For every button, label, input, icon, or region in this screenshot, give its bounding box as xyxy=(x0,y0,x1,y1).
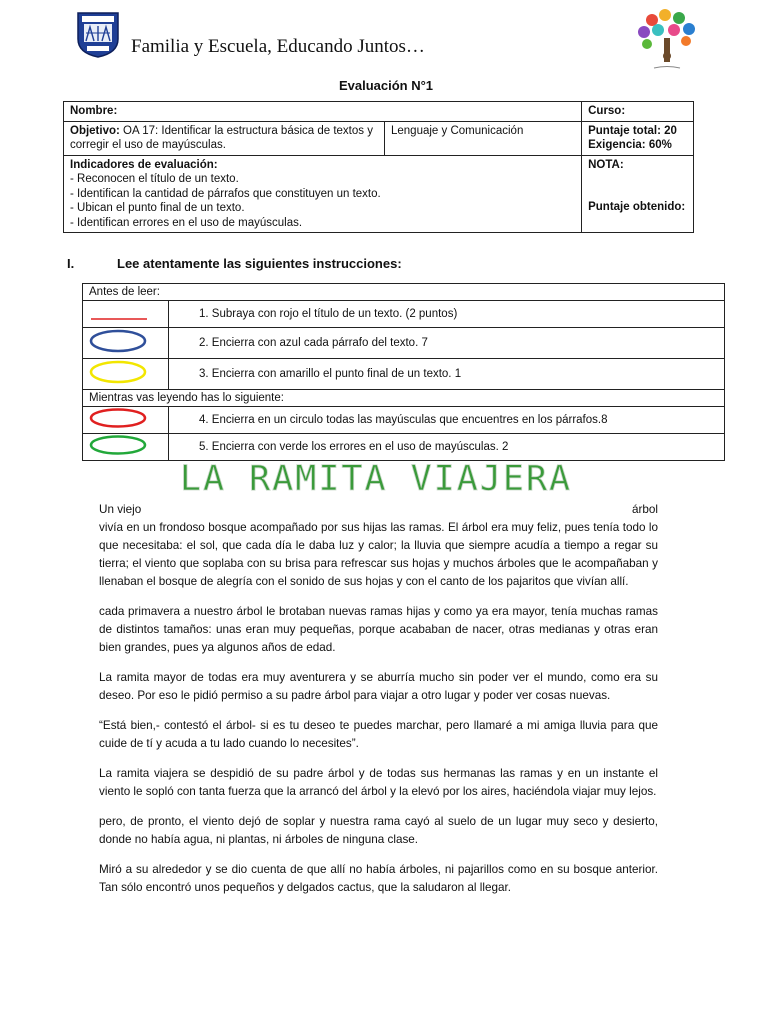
story-body xyxy=(99,501,658,909)
yellow-ellipse-icon xyxy=(87,360,153,384)
red-ellipse-icon xyxy=(87,408,153,428)
subject-cell xyxy=(385,121,582,155)
instructions-table xyxy=(82,283,725,461)
yellow-ellipse-mark xyxy=(83,359,169,390)
objective-label: Objetivo: xyxy=(70,124,120,137)
story-first-line xyxy=(99,501,658,519)
total-score: Puntaje total: 20 xyxy=(588,124,677,137)
hands-tree-icon xyxy=(632,8,702,74)
objective-text: OA 17: Identificar la estructura básica de textos y corregir el uso de mayúsculas. xyxy=(70,124,373,151)
indicator-item: - Reconocen el título de un texto. xyxy=(70,173,239,185)
story-paragraph: Miró a su alrededor y se dio cuenta de que allí no había árboles, ni pajarillos como en su bosque anterior. Tan sólo encontró unos pequeños y delgados cactus, que la saludaron al llegar. xyxy=(99,863,658,894)
first-paragraph-rest: vivía en un frondoso bosque acompañado por sus hijas las ramas. El árbol era muy feliz, pues tenía todo lo que necesitaba: el sol, que cada día le daba luz y calor; la lluvia que siempre acudía a tiempo a regar su tierra; el viento que soplaba con su brisa para refrescar sus hojas y muchos árboles que le acompañaban y llenaban el bosque de alegría con el sonido de sus hojas y con el canto de los pajaritos que vivían allí. xyxy=(99,521,658,588)
story-title-text: LA RAMITA VIAJERA xyxy=(180,459,572,499)
blue-ellipse-mark xyxy=(83,328,169,359)
course-cell[interactable] xyxy=(582,102,694,122)
grade-label: NOTA: xyxy=(588,158,624,171)
name-label: Nombre: xyxy=(70,105,118,117)
instruction-item: 2. Encierra con azul cada párrafo del texto. 7 xyxy=(169,328,725,359)
info-table xyxy=(63,101,694,233)
section-heading xyxy=(67,256,402,271)
score-obtained-label: Puntaje obtenido: xyxy=(588,201,686,213)
before-reading-row xyxy=(83,284,725,301)
instruction-item: 1. Subraya con rojo el título de un texto. (2 puntos) xyxy=(169,301,725,328)
subject-label: Lenguaje y Comunicación xyxy=(391,124,524,137)
instruction-item: 5. Encierra con verde los errores en el uso de mayúsculas. 2 xyxy=(169,434,725,461)
story-paragraph: pero, de pronto, el viento dejó de soplar y nuestra rama cayó al suelo de un lugar muy seco y desierto, donde no había agua, ni plantas, ni árboles de ninguna clase. xyxy=(99,815,658,846)
indicator-item: - Identifican la cantidad de párrafos que constituyen un texto. xyxy=(70,187,381,200)
green-ellipse-icon xyxy=(87,435,153,455)
name-cell[interactable] xyxy=(64,102,582,122)
red-ellipse-mark xyxy=(83,407,169,434)
first-line-left: Un viejo xyxy=(99,503,142,516)
grade-cell[interactable] xyxy=(582,155,694,233)
while-reading-label: Mientras vas leyendo has lo siguiente: xyxy=(89,392,284,404)
while-reading-row xyxy=(83,390,725,407)
story-paragraph: cada primavera a nuestro árbol le brotaban nuevas ramas hijas y como ya era mayor, tenía muchas ramas de distintos tamaños: unas eran muy pequeñas, porque acababan de nacer, otras medianas y otras eran bien grandes, pues ya algunos años de edad. xyxy=(99,605,658,654)
story-paragraph: La ramita viajera se despidió de su padre árbol y de todas sus hermanas las ramas y en un instante el viento le sopló con tanta fuerza que la arrancó del árbol y la elevó por los aires, haciéndola viajar muy lejos. xyxy=(99,767,658,798)
instruction-item: 4. Encierra en un circulo todas las mayúsculas que encuentres en los párrafos.8 xyxy=(169,407,725,434)
instruction-item: 3. Encierra con amarillo el punto final de un texto. 1 xyxy=(169,359,725,390)
green-ellipse-mark xyxy=(83,434,169,461)
header-title: Familia y Escuela, Educando Juntos… xyxy=(131,36,425,57)
school-crest-icon xyxy=(76,11,120,59)
indicators-cell xyxy=(64,155,582,233)
indicator-item: - Identifican errores en el uso de mayúsculas. xyxy=(70,216,303,229)
score-cell xyxy=(582,121,694,155)
section-number: I. xyxy=(67,256,75,271)
first-line-right: árbol xyxy=(632,503,658,516)
indicator-item: - Ubican el punto final de un texto. xyxy=(70,202,245,214)
before-reading-label: Antes de leer: xyxy=(89,286,160,298)
course-label: Curso: xyxy=(588,105,626,117)
story-paragraph: “Está bien,- contestó el árbol- si es tu deseo te puedes marchar, pero llamaré a mi amiga lluvia para que cuide de tí y acuda a tu lado cuando lo necesites”. xyxy=(99,719,658,750)
story-paragraph: La ramita mayor de todas era muy aventurera y se aburría mucho sin poder ver el mundo, como era su deseo. Por eso le pidió permiso a su padre árbol para viajar a otro lugar y poder ver cosas nuevas. xyxy=(99,671,658,702)
requirement: Exigencia: 60% xyxy=(588,139,672,151)
section-title: Lee atentamente las siguientes instrucciones: xyxy=(117,256,402,271)
story-paragraph xyxy=(99,501,658,591)
objective-cell xyxy=(64,121,385,155)
story-title xyxy=(180,457,572,499)
red-underline-icon xyxy=(87,302,153,322)
evaluation-title: Evaluación N°1 xyxy=(338,78,434,93)
red-underline-mark xyxy=(83,301,169,328)
indicators-title: Indicadores de evaluación: xyxy=(70,158,218,171)
blue-ellipse-icon xyxy=(87,329,153,353)
